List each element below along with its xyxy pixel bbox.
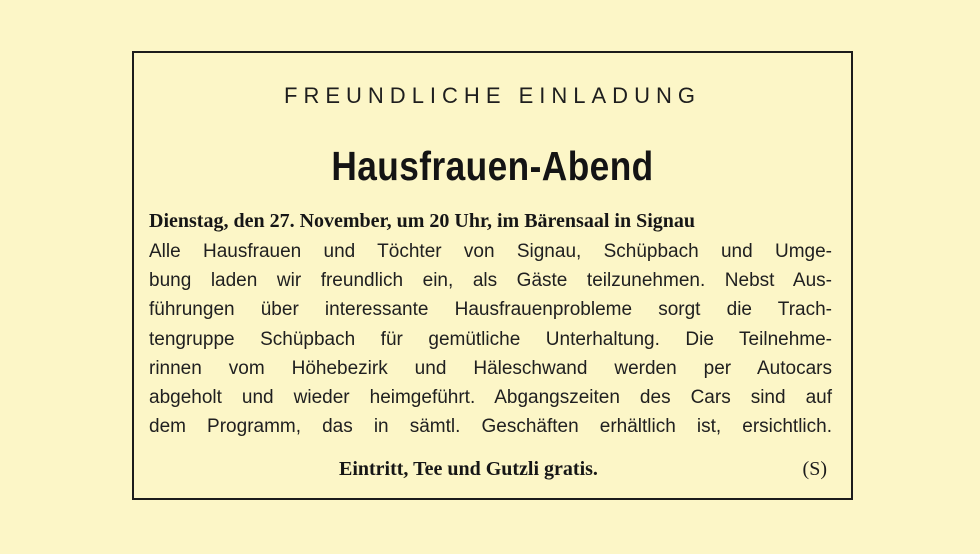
body-line: tengruppe Schüpbach für gemütliche Unterhaltung. Die Teilnehme- xyxy=(149,328,832,350)
body-line: Alle Hausfrauen und Töchter von Signau, Schüpbach und Umge- xyxy=(149,241,832,262)
notice-headline: Hausfrauen-Abend xyxy=(331,143,654,189)
body-line: dem Programm, das in sämtl. Geschäften erhältlich ist, ersichtlich. xyxy=(149,416,832,438)
notice-eyebrow: FREUNDLICHE EINLADUNG xyxy=(284,83,701,108)
signature-mark: (S) xyxy=(802,458,827,480)
notice-body xyxy=(149,237,832,441)
body-line: abgeholt und wieder heimgeführt. Abgangszeiten des Cars sind auf xyxy=(149,386,832,408)
body-line: führungen über interessante Hausfrauenprobleme sorgt die Trach- xyxy=(149,299,832,321)
invitation-notice xyxy=(132,51,853,500)
event-date-location: Dienstag, den 27. November, um 20 Uhr, im Bärensaal in Signau xyxy=(149,210,695,232)
body-line: rinnen vom Höhebezirk und Häleschwand werden per Autocars xyxy=(149,357,832,379)
body-line: bung laden wir freundlich ein, als Gäste teilzunehmen. Nebst Aus- xyxy=(149,270,832,292)
admission-note: Eintritt, Tee und Gutzli gratis. xyxy=(339,458,598,480)
